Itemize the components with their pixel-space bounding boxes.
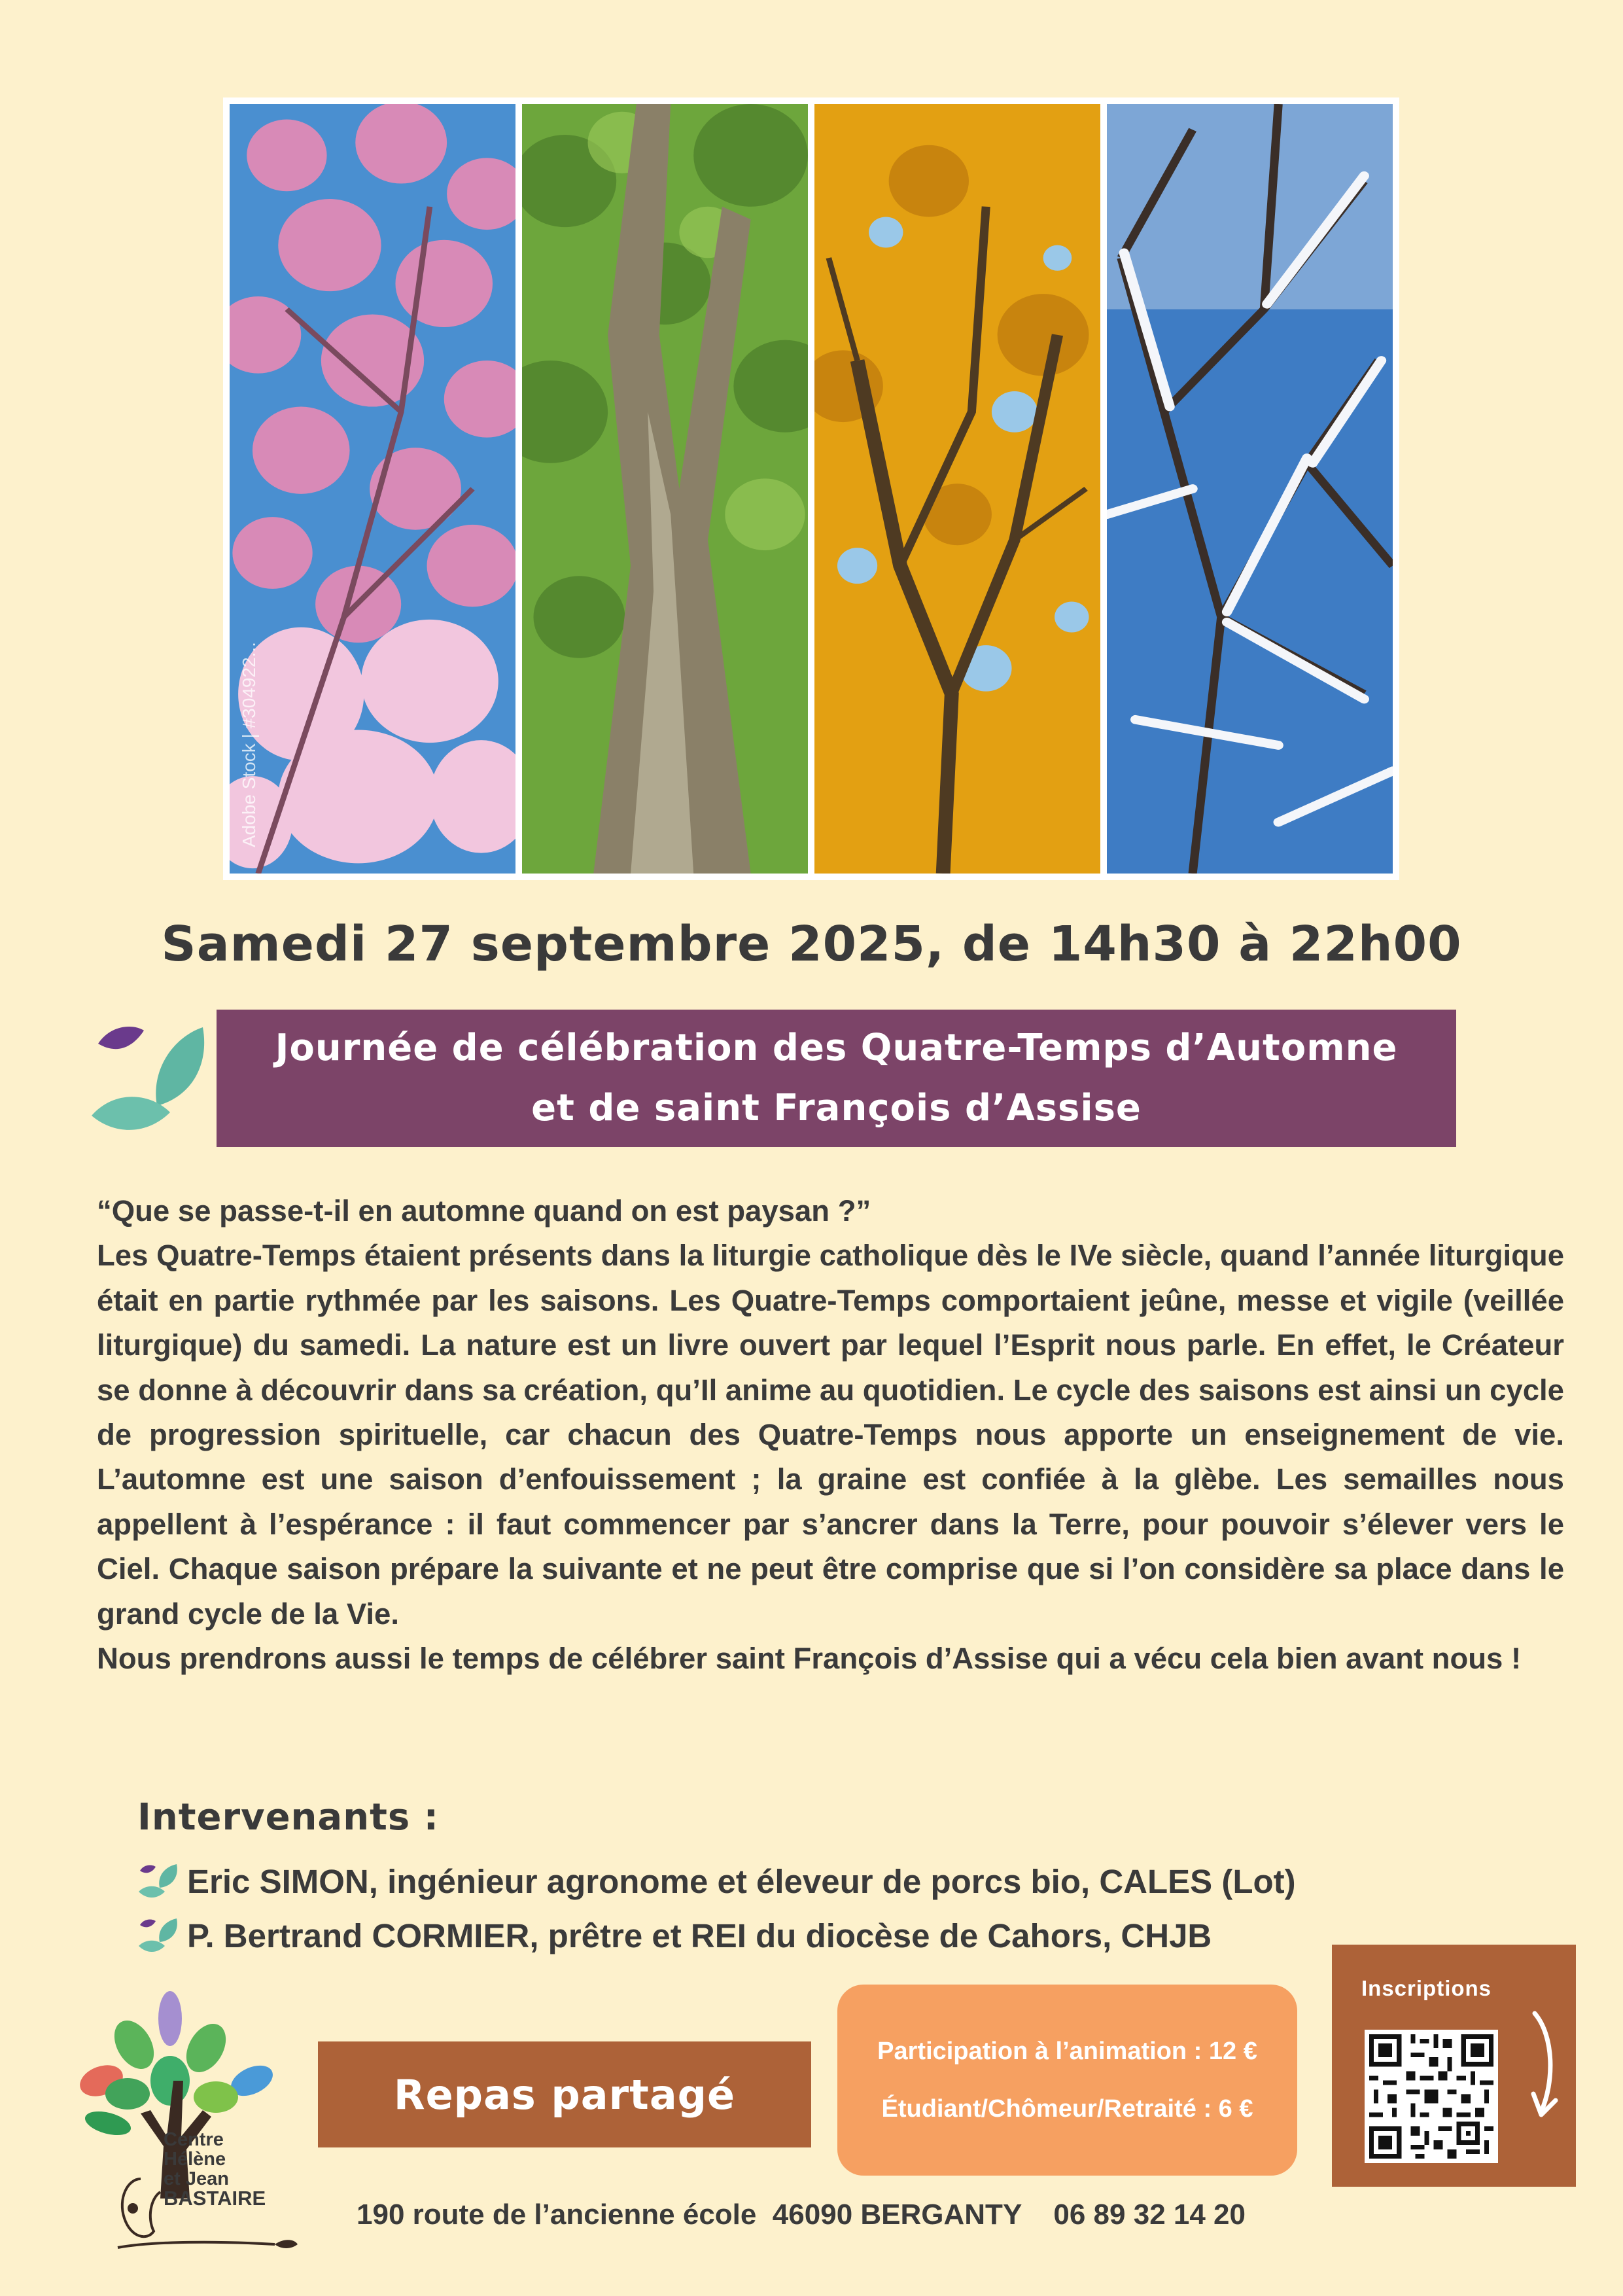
- logo-text: [164, 2130, 266, 2208]
- intro-question: “Que se passe-t-il en automne quand on est paysan ?”: [97, 1194, 871, 1227]
- speaker-item: [137, 1916, 1212, 1955]
- speaker-name: Eric SIMON, ingénieur agronome et éleveur de porcs bio, CALES (Lot): [187, 1862, 1296, 1900]
- leaf-bullet-icon: [137, 1862, 181, 1901]
- leaf-bullet-icon: [137, 1916, 181, 1955]
- shared-meal-box: Repas partagé: [318, 2041, 811, 2147]
- curved-arrow-down-icon: [1528, 2010, 1561, 2121]
- summer-green-tree-photo: [522, 104, 808, 874]
- event-date: Samedi 27 septembre 2025, de 14h30 à 22h00: [161, 916, 1462, 972]
- spring-magnolia-photo: [230, 104, 515, 874]
- description-text: [97, 1189, 1564, 1681]
- description-paragraph-2: Nous prendrons aussi le temps de célébrer saint François d’Assise qui a vécu cela bien avant nous !: [97, 1642, 1522, 1676]
- centre-bastaire-logo: [56, 1983, 330, 2257]
- qr-code[interactable]: [1365, 2030, 1498, 2163]
- speaker-item: [137, 1862, 1296, 1901]
- speakers-heading: Intervenants :: [137, 1796, 440, 1839]
- logo-line: Hélène: [164, 2149, 226, 2170]
- leaves-icon: [88, 1017, 209, 1142]
- inscriptions-label: Inscriptions: [1361, 1976, 1492, 2000]
- event-title-line1: Journée de célébration des Quatre-Temps d’Automne: [275, 1027, 1398, 1069]
- price-line-reduced: Étudiant/Chômeur/Retraité : 6 €: [881, 2095, 1253, 2123]
- event-title-banner: [217, 1010, 1456, 1147]
- inscriptions-box: [1332, 1945, 1576, 2187]
- seasons-photo-strip: [223, 97, 1399, 880]
- event-title-line2: et de saint François d’Assise: [531, 1087, 1142, 1129]
- autumn-yellow-tree-photo: [814, 104, 1100, 874]
- logo-line: BASTAIRE: [164, 2187, 266, 2210]
- photo-watermark: Adobe Stock | #304922...: [239, 642, 259, 847]
- logo-line: Centre: [164, 2129, 224, 2150]
- price-line-full: Participation à l’animation : 12 €: [877, 2038, 1257, 2065]
- winter-snowy-tree-photo: [1107, 104, 1393, 874]
- logo-line: et Jean: [164, 2168, 229, 2189]
- description-paragraph-1: Les Quatre-Temps étaient présents dans la liturgie catholique dès le IVe siècle, quand l’année liturgique était en partie rythmée par les saisons. Les Quatre-Temps comportaient jeûne, messe et vigile (veillée liturgique) du samedi. La nature est un livre ouvert par lequel l’Esprit nous parle. En effet, le Créateur se donne à découvrir dans sa création, qu’Il anime au quotidien. Le cycle des saisons est ainsi un cycle de progression spirituelle, car chacun des Quatre-Temps nous apporte un enseignement de vie. L’automne est une saison d’enfouissement ; la graine est confiée à la glèbe. Les semailles nous appellent à l’espérance : il faut commencer par s’ancrer dans la Terre, pour pouvoir s’élever vers le Ciel. Chaque saison prépare la suivante et ne peut être comprise que si l’on considère sa place dans le grand cycle de la Vie.: [97, 1239, 1564, 1631]
- pricing-box: [837, 1985, 1297, 2176]
- speaker-name: P. Bertrand CORMIER, prêtre et REI du diocèse de Cahors, CHJB: [187, 1916, 1212, 1954]
- footer-address: 190 route de l’ancienne école 46090 BERGANTY 06 89 32 14 20: [357, 2199, 1246, 2231]
